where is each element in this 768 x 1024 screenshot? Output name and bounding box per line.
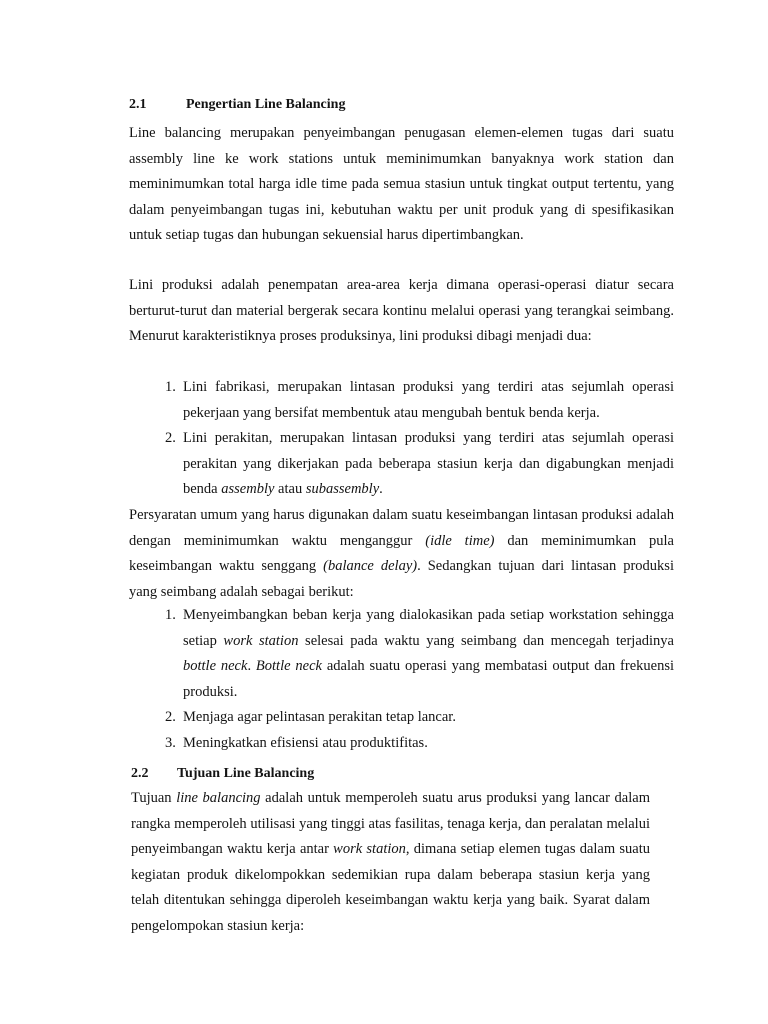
text-run: . Sedangkan tujuan dari lintasan produksi yang seimbang adalah sebagai berikut:	[129, 558, 674, 600]
italic-term: (idle time)	[425, 532, 495, 549]
italic-term: assembly	[221, 481, 275, 497]
list-item-text: atau	[274, 481, 306, 497]
italic-term: (balance delay)	[323, 558, 418, 574]
text-run: Menyeimbangkan beban kerja yang dialokasikan pada setiap workstation sehingga setiap	[183, 607, 674, 649]
list-item-text: Meningkatkan efisiensi atau produktifitas.	[183, 734, 428, 751]
list-item	[165, 375, 674, 426]
list-item-text: Lini fabrikasi, merupakan lintasan produksi yang terdiri atas sejumlah operasi pekerjaan yang bersifat membentuk atau mengubah bentuk benda kerja.	[183, 379, 674, 421]
section-title: Tujuan Line Balancing	[177, 766, 315, 781]
list-item	[165, 426, 674, 503]
italic-term: subassembly	[305, 481, 380, 497]
paragraph-requirements	[129, 503, 674, 605]
production-line-types-list	[165, 375, 674, 503]
text-run: adalah suatu operasi yang membatasi output dan frekuensi produksi.	[183, 658, 675, 700]
text-run: .	[247, 658, 256, 674]
section-number: 2.2	[131, 766, 149, 781]
section-heading-2-1	[129, 96, 345, 114]
text-run: Tujuan	[131, 790, 177, 806]
paragraph-text: Lini produksi adalah penempatan area-area kerja dimana operasi-operasi diatur secara berturut-turut dan material bergerak secara kontinu melalui operasi yang terangkai seimbang. Menurut karakteristiknya proses produksinya, lini produksi dibagi menjadi dua:	[129, 277, 674, 344]
italic-term: work station	[333, 841, 406, 857]
paragraph-production-line	[129, 273, 674, 350]
italic-term: line balancing	[176, 790, 261, 806]
list-item-text: .	[379, 481, 383, 497]
italic-term: bottle neck	[183, 658, 248, 674]
list-marker: 2.	[165, 709, 176, 725]
paragraph-text	[129, 503, 674, 605]
section-title: Pengertian Line Balancing	[186, 97, 346, 112]
italic-term: work station	[223, 632, 299, 649]
paragraph-line-balancing-definition	[129, 121, 674, 249]
text-run: selesai pada waktu yang seimbang dan mencegah terjadinya	[298, 632, 674, 649]
list-marker: 2.	[165, 430, 176, 446]
list-item	[165, 603, 675, 705]
italic-term: Bottle neck	[255, 658, 322, 674]
paragraph-text	[131, 786, 650, 939]
list-item	[165, 705, 674, 731]
paragraph-line-balancing-goal	[131, 786, 650, 939]
list-item-text: Menjaga agar pelintasan perakitan tetap lancar.	[183, 709, 456, 725]
text-run: Persyaratan umum yang harus digunakan dalam suatu keseimbangan lintasan produksi adalah dengan meminimumkan waktu menganggur	[129, 507, 674, 549]
balanced-line-goals-list	[165, 603, 675, 756]
list-marker: 1.	[165, 607, 176, 623]
list-marker: 1.	[165, 379, 176, 395]
text-run: dan meminimumkan pula keseimbangan waktu senggang	[129, 532, 674, 574]
list-item	[165, 731, 674, 757]
text-run: , dimana setiap elemen tugas dalam suatu kegiatan produk dikelompokkan sedemikian rupa dalam beberapa stasiun kerja yang telah ditentukan sehingga diperoleh keseimbangan waktu kerja yang baik. Syarat dalam pengelompokan stasiun kerja:	[131, 841, 650, 934]
section-number: 2.1	[129, 97, 147, 112]
list-marker: 3.	[165, 734, 176, 751]
text-run: adalah untuk memperoleh suatu arus produksi yang lancar dalam rangka memperoleh utilisasi yang tinggi atas fasilitas, tenaga kerja, dan peralatan melalui penyeimbangan waktu kerja antar	[131, 790, 650, 857]
paragraph-text: Line balancing merupakan penyeimbangan penugasan elemen-elemen tugas dari suatu assembly line ke work stations untuk meminimumkan banyaknya work station dan meminimumkan total harga idle time pada semua stasiun untuk tingkat output tertentu, yang dalam penyeimbangan tugas ini, kebutuhan waktu per unit produk yang di spesifikasikan untuk setiap tugas dan hubungan sekuensial harus dipertimbangkan.	[129, 125, 674, 243]
list-item-text: Lini perakitan, merupakan lintasan produksi yang terdiri atas sejumlah operasi perakitan yang dikerjakan pada beberapa stasiun kerja dan digabungkan menjadi benda	[183, 430, 674, 497]
section-heading-2-2	[131, 765, 314, 783]
